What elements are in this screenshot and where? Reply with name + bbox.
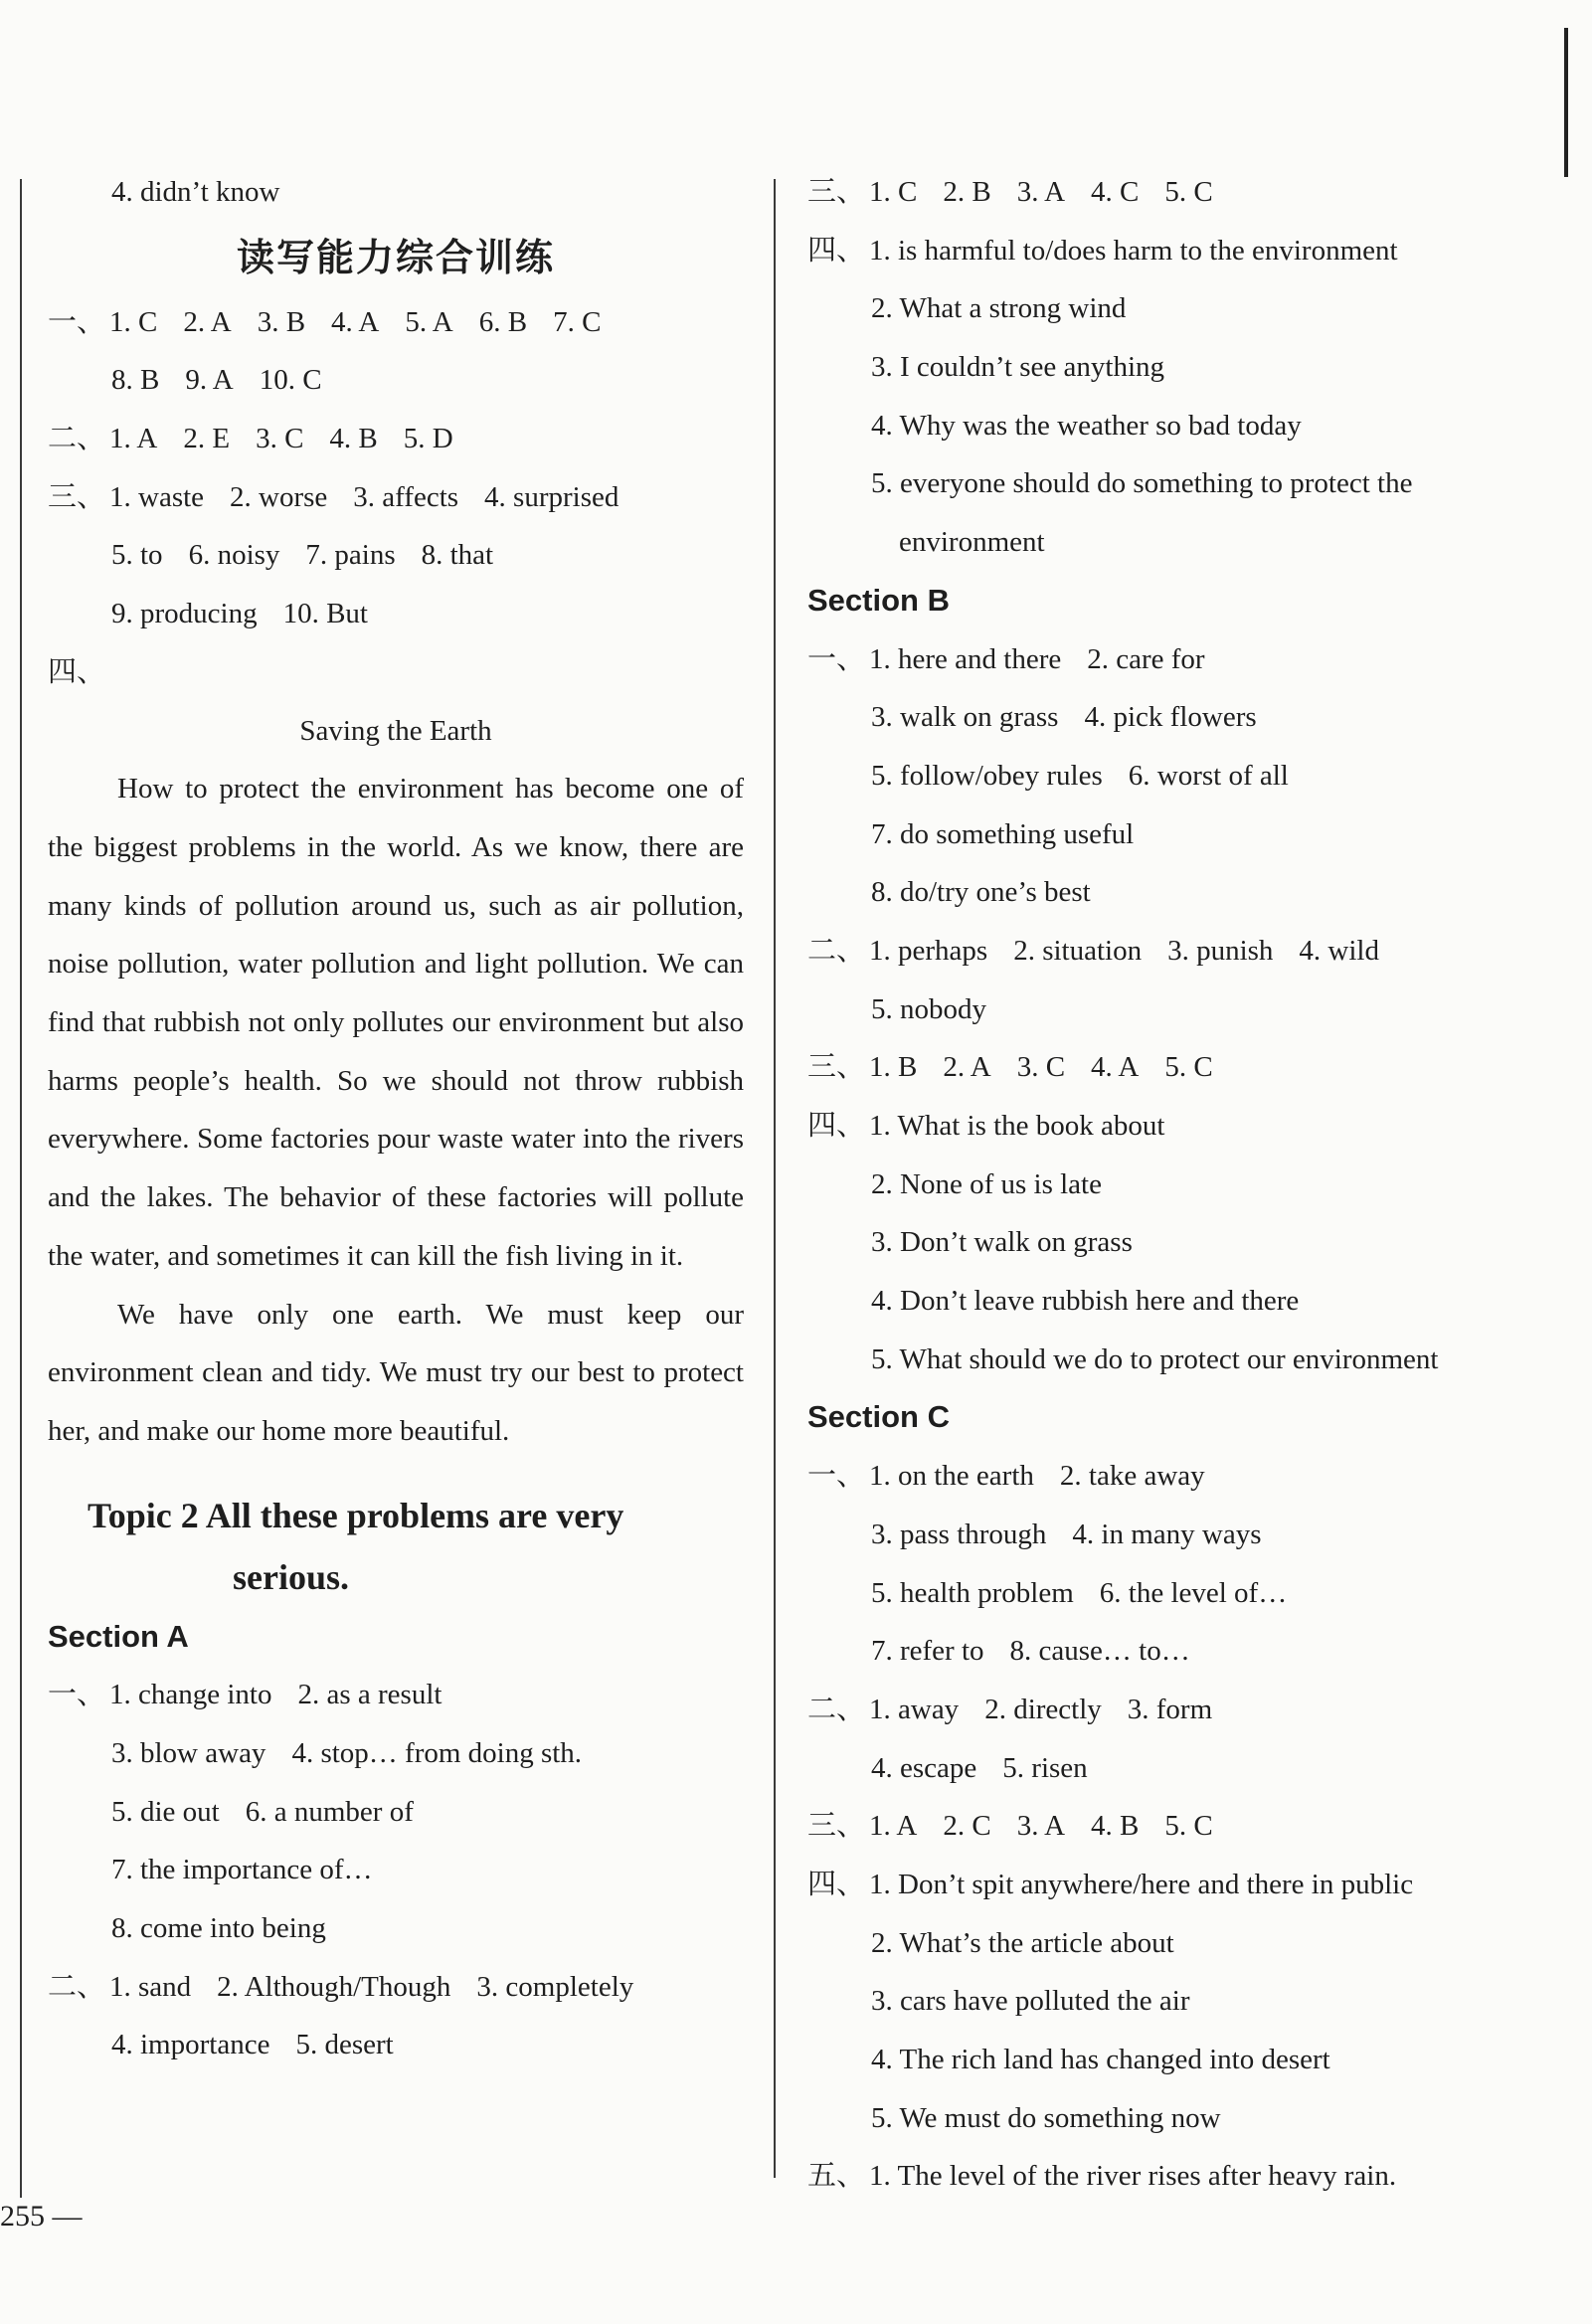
column-divider	[774, 179, 776, 2178]
answer-line: 3. Don’t walk on grass	[871, 1226, 1133, 1259]
answer-line: 二、 1. sand 2. Although/Though 3. completely	[48, 1970, 634, 2003]
answer-line: 4. importance 5. desert	[111, 2029, 394, 2061]
answer-line: environment	[899, 526, 1045, 559]
essay-paragraph: How to protect the environment has become one of the biggest problems in the world. As we know, there are many kinds of pollution around us, such as air pollution, noise pollution, water pollution and light pollution. We can find that rubbish not only pollutes our environment but also harms people’s health. So we should not throw rubbish everywhere. Some factories pour waste water into the rivers and the lakes. The behavior of these factories will pollute the water, and sometimes it can kill the fish living in it.	[48, 773, 744, 1272]
answer-line: 五、 1. The level of the river rises after heavy rain.	[807, 2160, 1397, 2193]
answer-line: 4. escape 5. risen	[871, 1751, 1088, 1784]
answer-line: 5. We must do something now	[871, 2101, 1221, 2134]
page-number: 255 —	[0, 2200, 83, 2233]
answer-line: 7. do something useful	[871, 817, 1135, 850]
section-label: Section A	[48, 1618, 189, 1654]
essay-title: Saving the Earth	[299, 714, 492, 747]
answer-line: 3. blow away 4. stop… from doing sth.	[111, 1737, 583, 1769]
answer-line: 5. What should we do to protect our environment	[871, 1342, 1439, 1375]
answer-line: 四、 1. What is the book about	[807, 1110, 1165, 1142]
answer-line: 5. health problem 6. the level of…	[871, 1576, 1288, 1609]
section-heading: 读写能力综合训练	[236, 234, 555, 279]
answer-line: 四、 1. Don’t spit anywhere/here and there in public	[807, 1868, 1414, 1900]
answer-line: 7. refer to 8. cause… to…	[871, 1635, 1190, 1668]
answer-line: 二、 1. perhaps 2. situation 3. punish 4. wild	[807, 934, 1379, 967]
left-margin-rule	[20, 179, 22, 2198]
right-column	[807, 163, 1504, 2206]
answer-line: 5. follow/obey rules 6. worst of all	[871, 759, 1289, 792]
answer-line: 8. do/try one’s best	[871, 876, 1091, 909]
answer-line: 一、 1. here and there 2. care for	[807, 642, 1205, 675]
answer-line: 三、 1. waste 2. worse 3. affects 4. surprised	[48, 480, 619, 513]
answer-line: 8. come into being	[111, 1912, 326, 1945]
answer-line: 2. None of us is late	[871, 1167, 1102, 1200]
answer-line: 4. Why was the weather so bad today	[871, 409, 1302, 442]
answer-line: 3. pass through 4. in many ways	[871, 1518, 1262, 1550]
answer-line: 5. everyone should do something to protect the	[871, 467, 1413, 500]
answer-line: 3. cars have polluted the air	[871, 1985, 1190, 2018]
answer-line: 2. What’s the article about	[871, 1926, 1174, 1959]
answer-line: 4. didn’t know	[111, 176, 280, 208]
left-column	[48, 163, 744, 2074]
answer-line: 一、 1. change into 2. as a result	[48, 1679, 442, 1711]
essay-paragraph: We have only one earth. We must keep our environment clean and tidy. We must try our best to protect her, and make our home more beautiful.	[48, 1298, 744, 1447]
answer-line: 5. nobody	[871, 992, 986, 1025]
answer-line: 三、 1. B 2. A 3. C 4. A 5. C	[807, 1051, 1213, 1084]
answer-line: 一、 1. C 2. A 3. B 4. A 5. A 6. B 7. C	[48, 305, 602, 338]
topic-title: Topic 2 All these problems are very	[88, 1495, 624, 1535]
page-edge-mark	[1564, 28, 1568, 177]
section-label: Section C	[807, 1399, 950, 1435]
answer-line: 3. I couldn’t see anything	[871, 351, 1165, 384]
answer-line: 5. to 6. noisy 7. pains 8. that	[111, 539, 494, 572]
topic-title-continued: serious.	[233, 1556, 349, 1597]
answer-line: 三、 1. A 2. C 3. A 4. B 5. C	[807, 1810, 1213, 1843]
answer-line: 4. The rich land has changed into desert	[871, 2044, 1330, 2075]
answer-line: 二、 1. A 2. E 3. C 4. B 5. D	[48, 423, 453, 455]
answer-line: 3. walk on grass 4. pick flowers	[871, 701, 1257, 734]
answer-line: 9. producing 10. But	[111, 598, 368, 630]
answer-line: 4. Don’t leave rubbish here and there	[871, 1285, 1300, 1318]
answer-line: 一、 1. on the earth 2. take away	[807, 1460, 1205, 1493]
answer-line: 三、 1. C 2. B 3. A 4. C 5. C	[807, 176, 1213, 208]
answer-line: 四、	[48, 655, 106, 688]
answer-line: 5. die out 6. a number of	[111, 1795, 414, 1828]
section-label: Section B	[807, 582, 950, 618]
answer-line: 8. B 9. A 10. C	[111, 364, 322, 397]
answer-line: 2. What a strong wind	[871, 292, 1127, 325]
answer-line: 二、 1. away 2. directly 3. form	[807, 1693, 1213, 1725]
answer-line: 四、 1. is harmful to/does harm to the environment	[807, 234, 1398, 267]
answer-line: 7. the importance of…	[111, 1854, 373, 1886]
